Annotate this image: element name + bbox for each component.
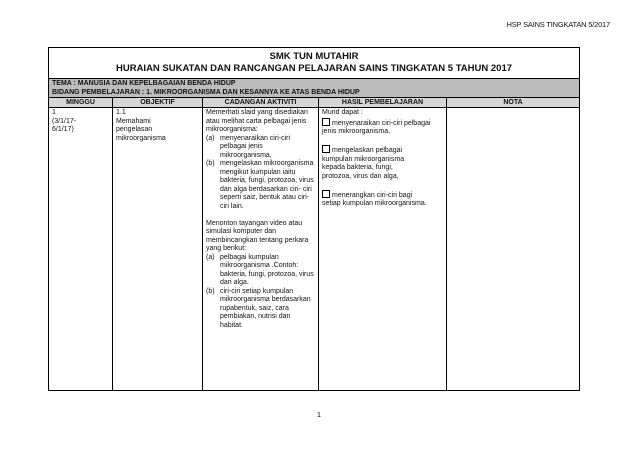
lesson-plan-table (48, 47, 580, 391)
activity-text: ciri lain. (220, 202, 244, 210)
week-dates-end: 6/1/17) (52, 126, 74, 133)
activity-text: simulasi komputer dan (206, 228, 277, 235)
activity-text: pelbagai jenis (220, 143, 263, 150)
table-row (49, 108, 579, 391)
outcome-text: mengelaskan pelbagai (332, 147, 403, 154)
video-item-a (206, 254, 315, 288)
activity-text: mikroorganisma, (220, 151, 272, 159)
cell-week (49, 108, 113, 391)
col-header-objective: OBJEKTIF (113, 98, 203, 107)
activity-text: Menonton tayangan video atau (206, 219, 303, 227)
activity-text: menyenaraikan ciri-ciri (220, 134, 291, 142)
cell-objective (113, 108, 203, 391)
theme-line: TEMA : MANUSIA DAN KEPELBAGAIAN BENDA HIDUP (52, 80, 236, 87)
school-name: SMK TUN MUTAHIR (269, 51, 359, 62)
objective-line: mikroorganisma (116, 134, 166, 142)
video-item-b (206, 288, 315, 331)
activity-text: mengelaskan mikroorganisma (220, 160, 314, 167)
activity-text: dan alga berdasarkan ciri- ciri (220, 185, 312, 193)
outcome-text: jenis mikroorganisma, (322, 128, 391, 135)
activity-text: mikroorganisma berdasarkan (220, 296, 311, 303)
outcome-text: menerangkan ciri-ciri bagi (332, 191, 413, 199)
cell-activity (203, 108, 319, 391)
cell-outcome (319, 108, 447, 391)
activity-text: yang berikut: (206, 245, 247, 252)
activity-text: pelbagai kumpulan (220, 253, 279, 261)
activity-item-a (206, 135, 315, 161)
activity-text: dan alga. (220, 279, 249, 286)
week-dates-start: (3/1/17- (52, 117, 77, 125)
item-marker: (b) (206, 287, 215, 295)
page-header-note: HSP SAINS TINGKATAN 5/2017 (506, 20, 610, 29)
cell-note (447, 108, 579, 391)
activity-text: rupabentuk, saiz, cara (220, 304, 289, 312)
objective-number: 1.1 (116, 109, 126, 116)
outcome-text: menyenaraikan ciri-ciri pelbagai (332, 119, 431, 127)
document-title: HURAIAN SUKATAN DAN RANCANGAN PELAJARAN SAINS TINGKATAN 5 TAHUN 2017 (115, 63, 513, 74)
activity-text: mengikut kumpulan iaitu (220, 168, 296, 176)
col-header-outcome: HASIL PEMBELAJARAN (319, 98, 447, 107)
item-marker: (a) (206, 253, 215, 261)
item-marker: (a) (206, 134, 215, 142)
checkbox-icon (322, 145, 330, 153)
col-header-note: NOTA (503, 99, 523, 106)
activity-text: atau melihat carta pelbagai jenis (206, 117, 307, 125)
title-block (49, 48, 579, 79)
activity-text: habitat. (220, 321, 243, 329)
learning-area-line: BIDANG PEMBELAJARAN : 1. MIKROORGANISMA DAN KESANNYA KE ATAS BENDA HIDUP (52, 88, 360, 96)
outcome-text: setiap kumpulan mikroorganisma. (322, 200, 427, 207)
column-headers (49, 98, 579, 108)
outcome-text: kepada bakteria, fungi, (322, 164, 393, 171)
activity-text: mikroorganisma: (206, 126, 258, 133)
col-header-week: MINGGU (49, 98, 113, 107)
theme-band (49, 79, 579, 98)
item-marker: (b) (206, 160, 215, 167)
activity-text: bakteria, fungi, protozoa, virus (220, 177, 314, 184)
week-number: 1 (52, 109, 56, 116)
outcome-intro: Murid dapat : (322, 109, 363, 116)
objective-line: pengelasan (116, 126, 153, 133)
outcome-text: kumpulan mikroorganisma (322, 155, 405, 163)
activity-text: mikroorganisma .Contoh: (220, 262, 299, 269)
activity-text: Memerhati slaid yang disediakan (206, 109, 308, 116)
col-header-activity: CADANGAN AKTIVITI (203, 98, 319, 107)
page-number: 1 (316, 410, 322, 419)
activity-text: seperti saiz, bentuk atau ciri- (220, 194, 310, 201)
checkbox-icon (322, 118, 330, 126)
activity-item-b (206, 160, 315, 211)
objective-line: Memahami (116, 117, 151, 125)
activity-text: membincangkan tentang perkara (206, 236, 309, 244)
outcome-text: protozoa, virus dan alga, (322, 172, 399, 180)
checkbox-icon (322, 190, 330, 198)
activity-text: ciri-ciri setiap kumpulan (220, 287, 294, 295)
activity-text: bakteria, fungi, protozoa, virus (220, 270, 314, 278)
activity-text: pembiakan, nutrisi dan (220, 313, 291, 320)
